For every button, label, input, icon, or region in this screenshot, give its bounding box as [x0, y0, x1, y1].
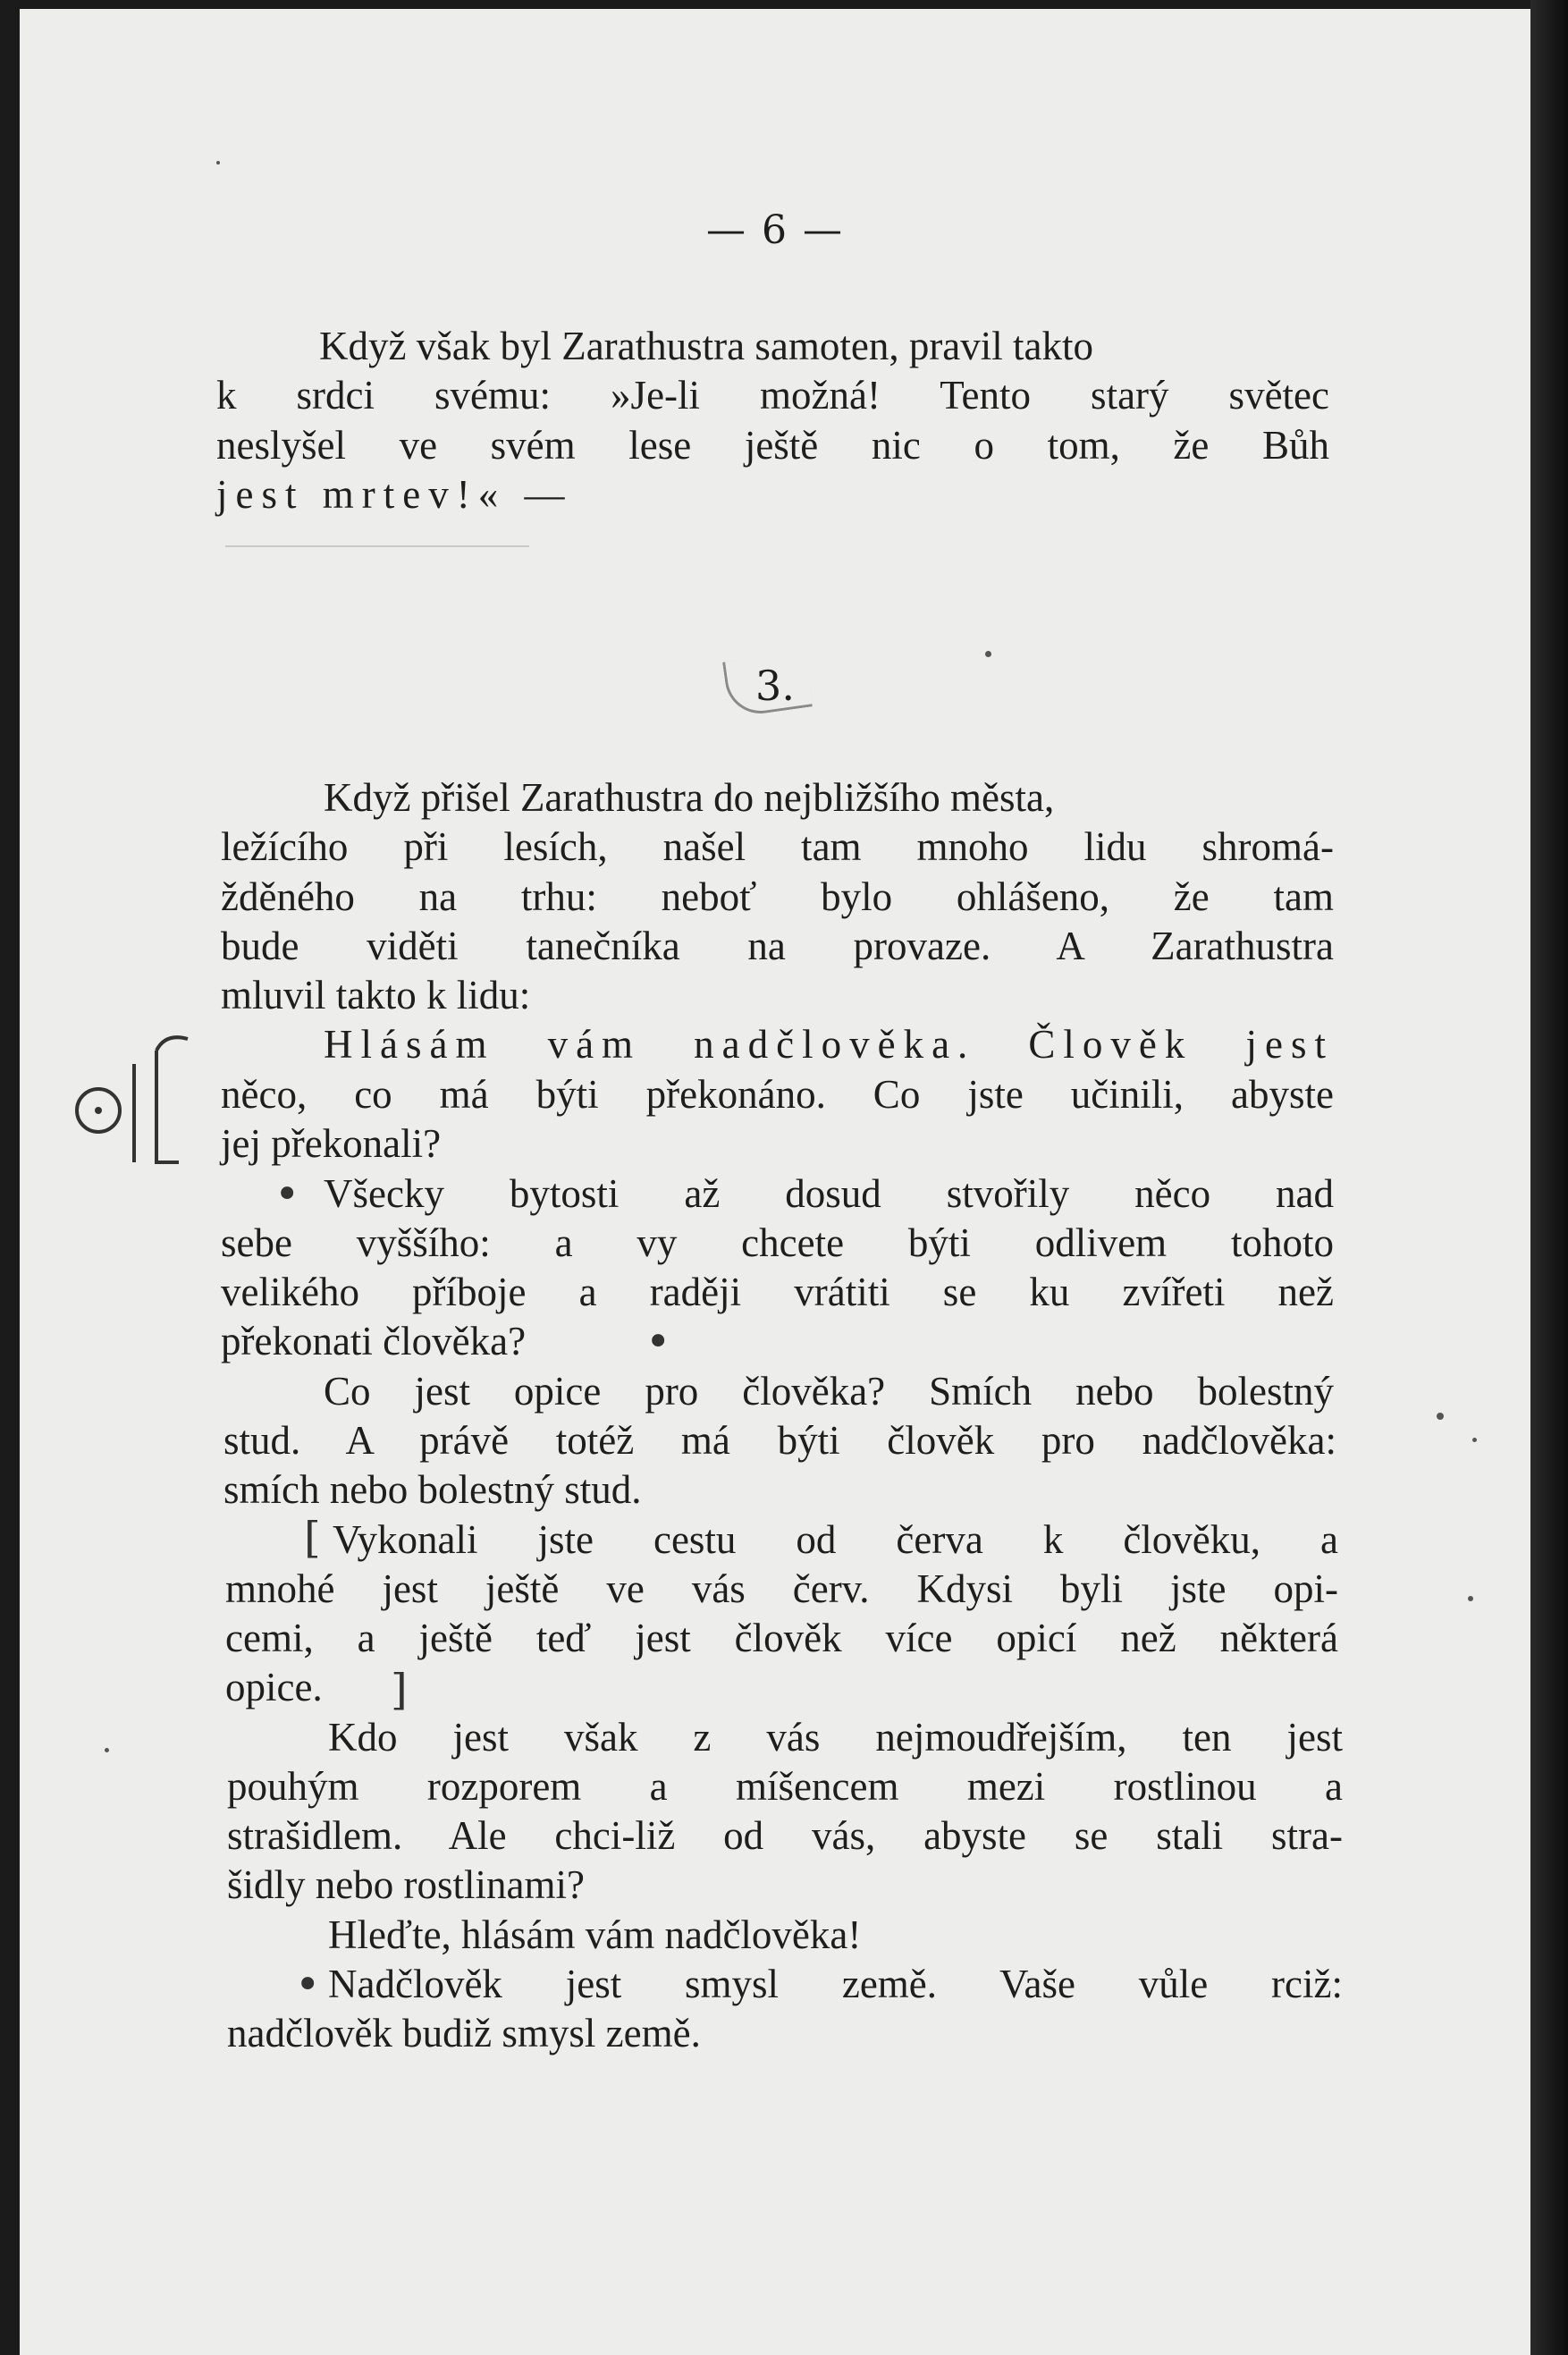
text-line: Když však byl Zarathustra samoten, pravil takto — [319, 324, 1094, 368]
text-line: pouhým rozporem a míšencem mezi rostlinou a — [227, 1764, 1343, 1809]
text-line: šidly nebo rostlinami? — [227, 1862, 585, 1907]
page-number: — 6 — — [706, 207, 844, 253]
text-line: strašidlem. Ale chci-liž od vás, abyste se stali stra- — [227, 1813, 1343, 1858]
text-line: sebe vyššího: a vy chcete býti odlivem tohoto — [221, 1220, 1334, 1265]
text-line: ležícího při lesích, našel tam mnoho lidu shromá- — [221, 824, 1334, 869]
text-line: smích nebo bolestný stud. — [223, 1467, 642, 1512]
scan-speck — [1468, 1596, 1473, 1601]
scan-speck — [105, 1748, 109, 1752]
text-line: neslyšel ve svém lese ještě nic o tom, že Bůh — [216, 423, 1329, 468]
text-line: cemi, a ještě teď jest člověk více opicí než některá — [225, 1616, 1338, 1660]
text-line: jest mrtev!« — — [216, 472, 573, 517]
text-line: k srdci svému: »Je-li možná! Tento starý světec — [216, 373, 1329, 418]
text-line: Když přišel Zarathustra do nejbližšího města, — [324, 775, 1055, 820]
text-line: jej překonali? — [221, 1121, 442, 1166]
book-page — [20, 9, 1530, 2355]
text-line: Nadčlověk jest smysl země. Vaše vůle rciž: — [328, 1962, 1343, 2006]
text-line: Vykonali jste cestu od červa k člověku, a — [333, 1517, 1338, 1562]
scan-speck — [1472, 1438, 1477, 1442]
scan-left-edge — [0, 0, 20, 2355]
text-line: mluvil takto k lidu: — [221, 973, 531, 1017]
text-line: Všecky bytosti až dosud stvořily něco nad — [324, 1171, 1334, 1216]
text-line: Hlásám vám nadčlověka. Člověk jest — [324, 1022, 1334, 1067]
text-line: něco, co má býti překonáno. Co jste učinili, abyste — [221, 1072, 1334, 1117]
margin-pencil-mark — [72, 1028, 215, 1180]
scan-speck — [985, 651, 991, 657]
bullet-mark: • — [274, 1169, 300, 1220]
faint-rule — [225, 545, 529, 547]
text-line: Kdo jest však z vás nejmoudřejším, ten jest — [328, 1715, 1343, 1760]
text-line: mnohé jest ještě ve vás červ. Kdysi byli jste opi- — [225, 1566, 1338, 1611]
text-line: žděného na trhu: neboť bylo ohlášeno, že tam — [221, 874, 1334, 919]
text-line: překonati člověka? — [221, 1319, 527, 1363]
text-line: opice. — [225, 1665, 323, 1709]
text-line: Co jest opice pro člověka? Smích nebo bolestný — [324, 1369, 1334, 1414]
bullet-mark: • — [295, 1960, 321, 2010]
text-line: Hleďte, hlásám vám nadčlověka! — [328, 1912, 862, 1957]
scan-speck — [1437, 1413, 1444, 1420]
section-number-text: 3. — [755, 662, 795, 710]
pencil-swirl-mark — [722, 651, 813, 718]
text-line: velikého příboje a raději vrátiti se ku zvířeti než — [221, 1270, 1334, 1314]
bracket-open-mark: [ — [304, 1513, 321, 1563]
scan-right-edge — [1530, 0, 1568, 2355]
section-number — [20, 662, 1530, 710]
bullet-mark: • — [645, 1317, 671, 1367]
text-line: bude viděti tanečníka na provaze. A Zarathustra — [221, 924, 1334, 968]
bracket-close-mark: ] — [391, 1665, 408, 1715]
text-line: stud. A právě totéž má býti člověk pro nadčlověka: — [223, 1418, 1336, 1463]
text-line: nadčlověk budiž smysl země. — [227, 2011, 701, 2055]
scan-speck — [216, 161, 220, 165]
